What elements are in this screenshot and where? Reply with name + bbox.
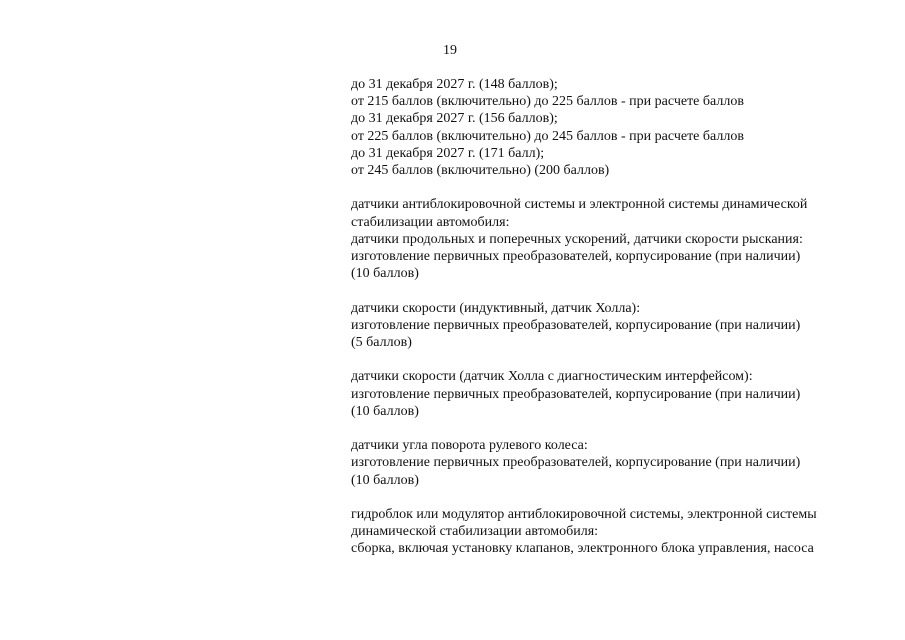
- text-line: от 215 баллов (включительно) до 225 баллов - при расчете баллов: [351, 94, 744, 110]
- text-line: датчики скорости (индуктивный, датчик Холла):: [351, 300, 641, 316]
- text-line: от 225 баллов (включительно) до 245 баллов - при расчете баллов: [351, 128, 744, 144]
- paragraph-steering-angle-sensors: [351, 437, 891, 489]
- text-line: до 31 декабря 2027 г. (171 балл);: [351, 145, 545, 161]
- page-number: 19: [443, 43, 457, 58]
- text-line: датчики угла поворота рулевого колеса:: [351, 438, 588, 454]
- text-line: стабилизации автомобиля:: [351, 214, 510, 230]
- text-line: датчики антиблокировочной системы и электронной системы динамической: [351, 197, 808, 213]
- text-line: (5 баллов): [351, 335, 412, 351]
- paragraph-speed-sensors-hall: [351, 300, 891, 352]
- text-line: гидроблок или модулятор антиблокировочной системы, электронной системы: [351, 507, 817, 522]
- text-line: от 245 баллов (включительно) (200 баллов): [351, 163, 610, 179]
- text-line: датчики продольных и поперечных ускорений, датчики скорости рыскания:: [351, 231, 803, 247]
- text-line: изготовление первичных преобразователей, корпусирование (при наличии): [351, 386, 801, 402]
- text-line: (10 баллов): [351, 472, 419, 488]
- paragraph-spacer: [351, 179, 891, 196]
- paragraph-hydraulic-unit: [351, 506, 891, 558]
- paragraph-spacer: [351, 351, 891, 368]
- text-line: (10 баллов): [351, 403, 419, 419]
- paragraph-spacer: [351, 282, 891, 299]
- text-line: изготовление первичных преобразователей, корпусирование (при наличии): [351, 317, 801, 333]
- paragraph-spacer: [351, 489, 891, 506]
- document-body: [351, 76, 891, 558]
- text-line: сборка, включая установку клапанов, электронного блока управления, насоса: [351, 541, 814, 557]
- paragraph-speed-sensors-diagnostic: [351, 368, 891, 420]
- text-line: изготовление первичных преобразователей, корпусирование (при наличии): [351, 249, 801, 265]
- text-line: до 31 декабря 2027 г. (148 баллов);: [351, 77, 558, 92]
- paragraph-spacer: [351, 420, 891, 437]
- paragraph-score-thresholds: [351, 76, 891, 179]
- text-line: динамической стабилизации автомобиля:: [351, 524, 599, 540]
- text-line: датчики скорости (датчик Холла с диагностическим интерфейсом):: [351, 369, 753, 385]
- text-line: изготовление первичных преобразователей, корпусирование (при наличии): [351, 455, 801, 471]
- text-line: (10 баллов): [351, 266, 419, 282]
- paragraph-abs-esc-sensors: [351, 196, 891, 282]
- text-line: до 31 декабря 2027 г. (156 баллов);: [351, 111, 558, 127]
